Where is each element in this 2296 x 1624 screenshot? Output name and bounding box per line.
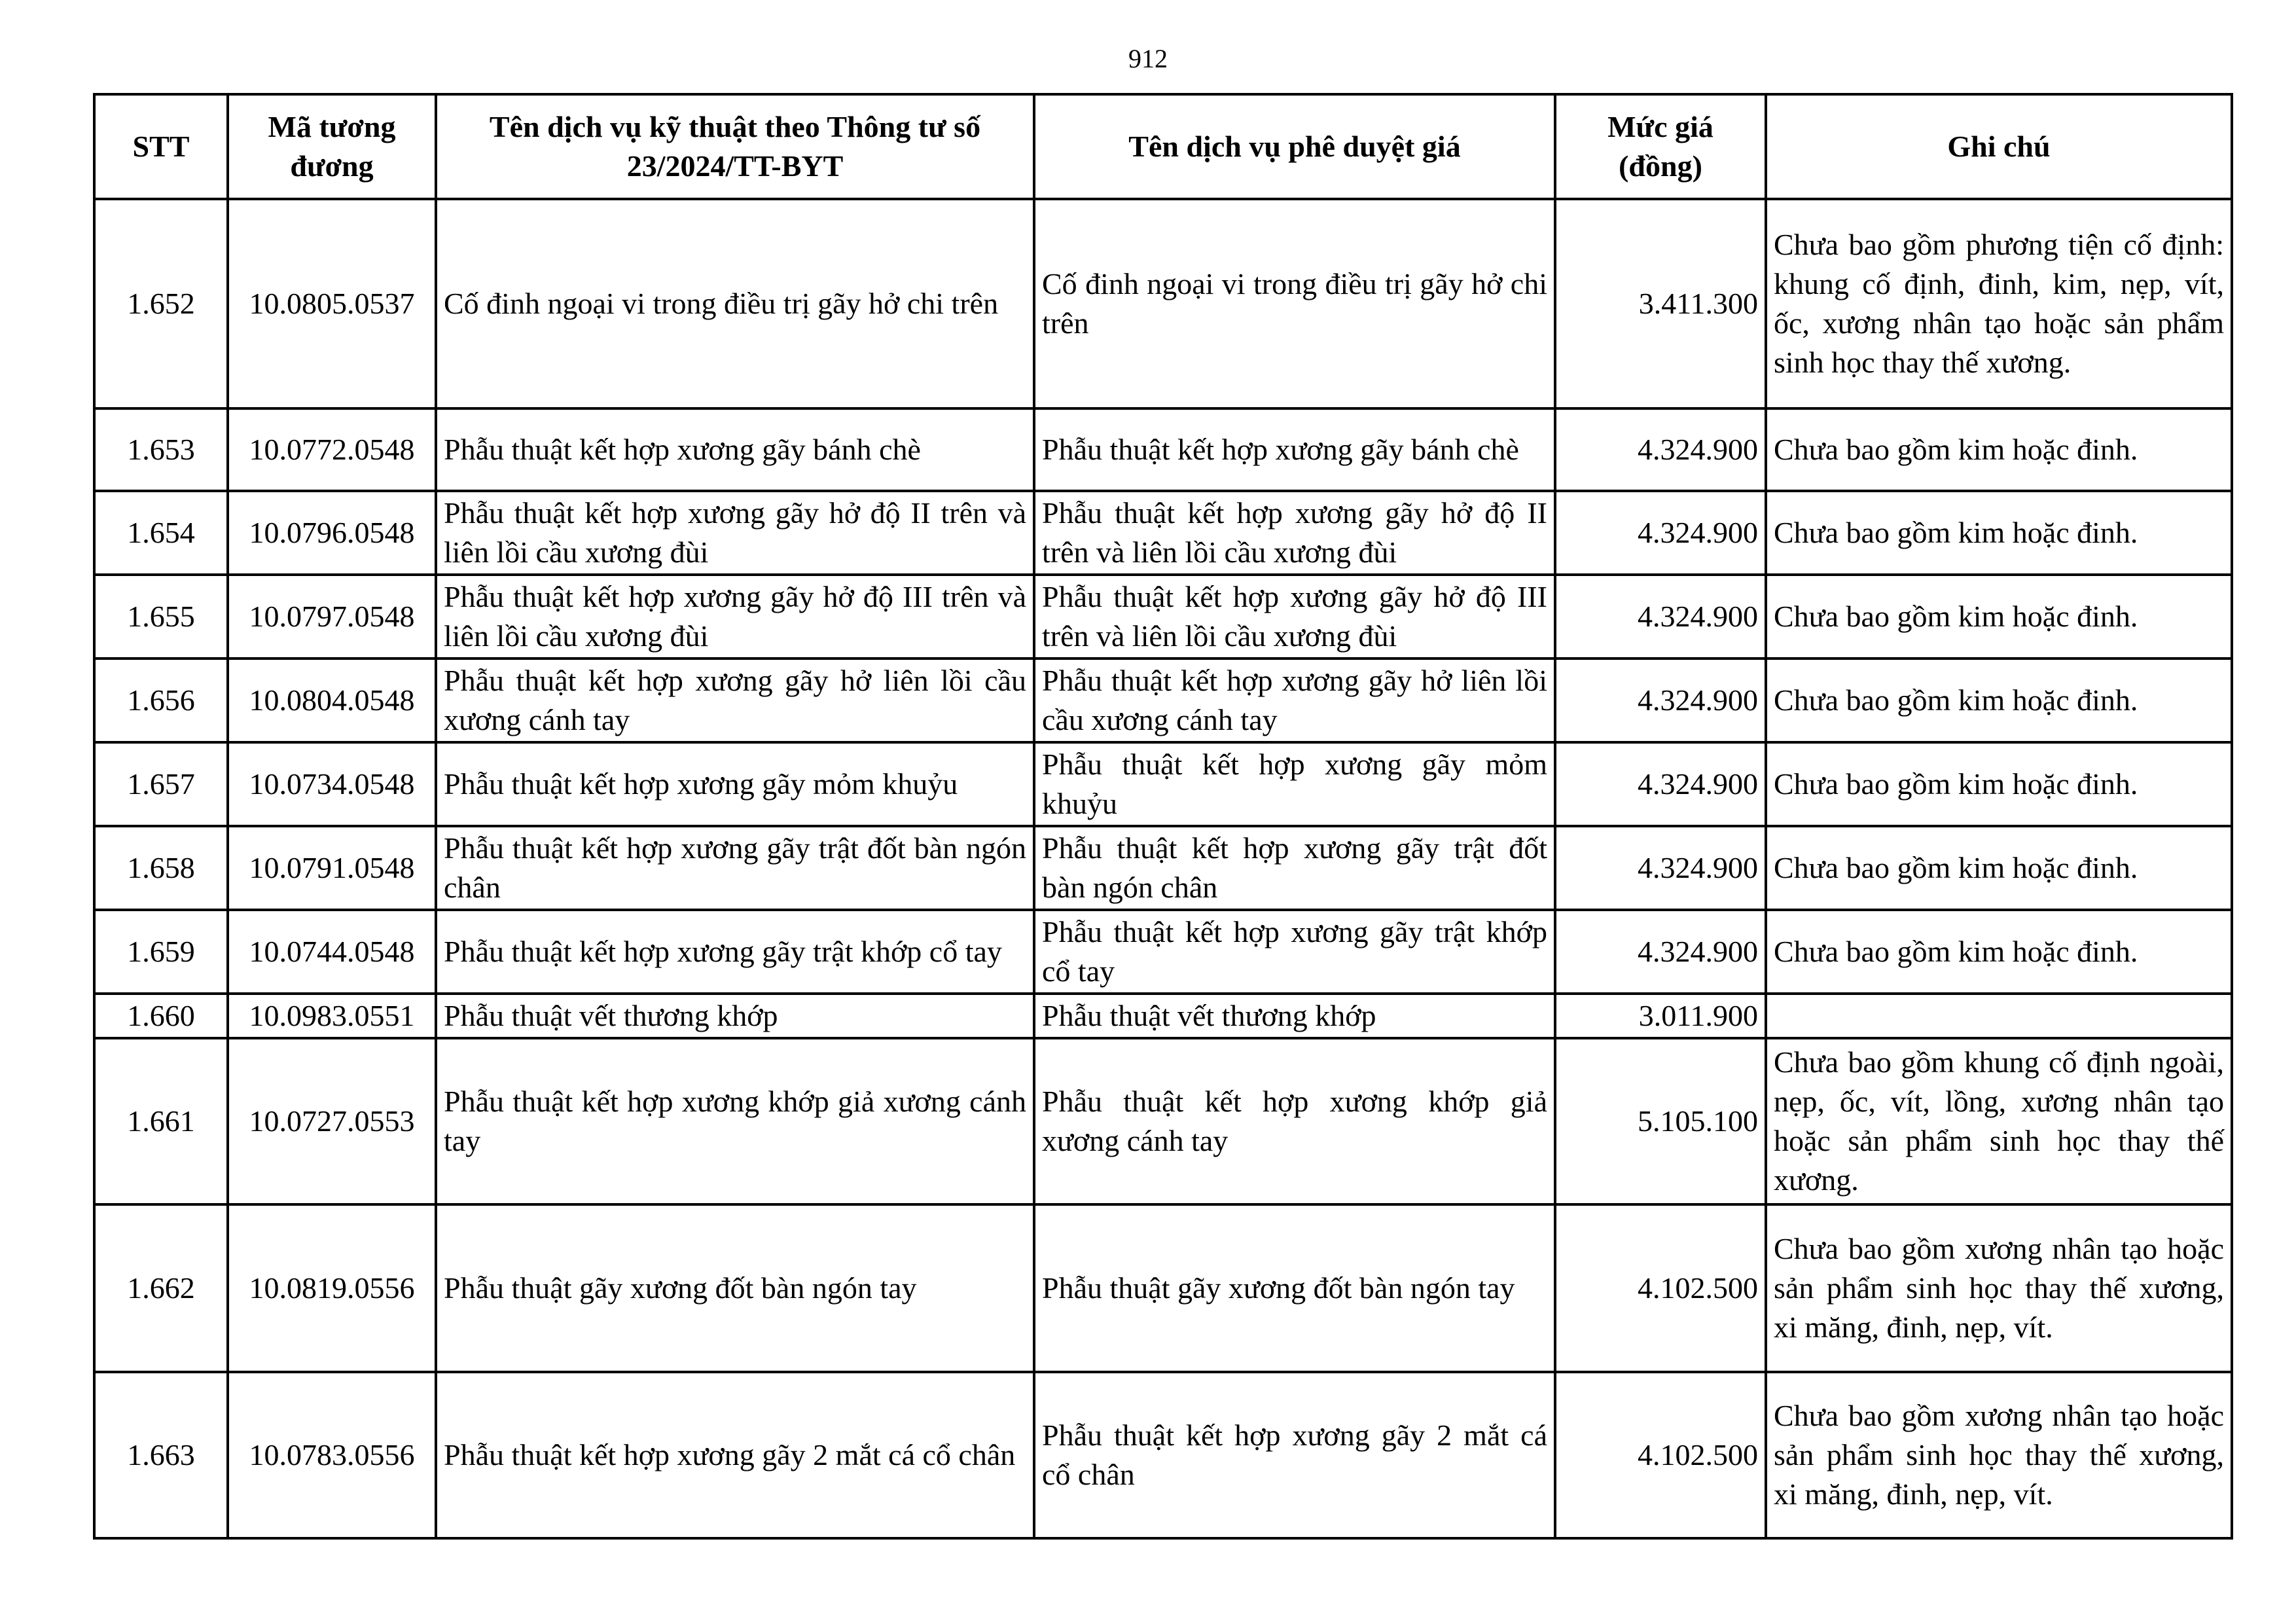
cell-stt: 1.656 (94, 659, 228, 742)
cell-stt: 1.657 (94, 742, 228, 826)
cell-ten-dich-vu: Phẫu thuật kết hợp xương gãy trật đốt bàn ngón chân (436, 826, 1034, 910)
cell-ten-dich-vu: Phẫu thuật kết hợp xương gãy hở độ III trên và liên lồi cầu xương đùi (436, 575, 1034, 659)
table-row (94, 1038, 2232, 1204)
header-ten-phe-duyet: Tên dịch vụ phê duyệt giá (1034, 94, 1555, 199)
cell-muc-gia: 3.411.300 (1555, 199, 1766, 408)
cell-ten-phe-duyet: Phẫu thuật vết thương khớp (1034, 994, 1555, 1038)
cell-ten-phe-duyet: Phẫu thuật kết hợp xương gãy trật đốt bàn ngón chân (1034, 826, 1555, 910)
cell-stt: 1.658 (94, 826, 228, 910)
cell-ten-dich-vu: Phẫu thuật kết hợp xương gãy hở độ II trên và liên lồi cầu xương đùi (436, 491, 1034, 575)
cell-muc-gia: 4.324.900 (1555, 910, 1766, 994)
cell-ma: 10.0727.0553 (228, 1038, 436, 1204)
cell-ma: 10.0797.0548 (228, 575, 436, 659)
table-row (94, 408, 2232, 491)
price-table (93, 93, 2233, 1540)
cell-stt: 1.653 (94, 408, 228, 491)
cell-ghi-chu: Chưa bao gồm phương tiện cố định: khung cố định, đinh, kim, nẹp, vít, ốc, xương nhân tạo hoặc sản phẩm sinh học thay thế xương. (1766, 199, 2232, 408)
cell-ghi-chu: Chưa bao gồm xương nhân tạo hoặc sản phẩm sinh học thay thế xương, xi măng, đinh, nẹp, vít. (1766, 1204, 2232, 1372)
cell-muc-gia: 5.105.100 (1555, 1038, 1766, 1204)
cell-stt: 1.661 (94, 1038, 228, 1204)
header-ma-tuong-duong: Mã tương đương (228, 94, 436, 199)
header-ghi-chu: Ghi chú (1766, 94, 2232, 199)
cell-muc-gia: 4.102.500 (1555, 1372, 1766, 1538)
cell-muc-gia: 4.324.900 (1555, 659, 1766, 742)
cell-ghi-chu: Chưa bao gồm kim hoặc đinh. (1766, 659, 2232, 742)
cell-ten-dich-vu: Phẫu thuật kết hợp xương khớp giả xương cánh tay (436, 1038, 1034, 1204)
cell-ten-phe-duyet: Phẫu thuật kết hợp xương gãy hở độ III trên và liên lồi cầu xương đùi (1034, 575, 1555, 659)
cell-ten-phe-duyet: Phẫu thuật gãy xương đốt bàn ngón tay (1034, 1204, 1555, 1372)
cell-ten-dich-vu: Phẫu thuật kết hợp xương gãy hở liên lồi cầu xương cánh tay (436, 659, 1034, 742)
page-number: 912 (1128, 44, 1168, 73)
cell-ghi-chu: Chưa bao gồm khung cố định ngoài, nẹp, ốc, vít, lồng, xương nhân tạo hoặc sản phẩm sinh học thay thế xương. (1766, 1038, 2232, 1204)
table-row (94, 575, 2232, 659)
cell-muc-gia: 4.324.900 (1555, 491, 1766, 575)
cell-ghi-chu: Chưa bao gồm kim hoặc đinh. (1766, 575, 2232, 659)
cell-muc-gia: 3.011.900 (1555, 994, 1766, 1038)
table-row (94, 659, 2232, 742)
cell-ten-phe-duyet: Phẫu thuật kết hợp xương gãy hở độ II trên và liên lồi cầu xương đùi (1034, 491, 1555, 575)
cell-stt: 1.655 (94, 575, 228, 659)
cell-ten-dich-vu: Phẫu thuật gãy xương đốt bàn ngón tay (436, 1204, 1034, 1372)
cell-muc-gia: 4.102.500 (1555, 1204, 1766, 1372)
cell-ten-dich-vu: Phẫu thuật kết hợp xương gãy mỏm khuỷu (436, 742, 1034, 826)
table-header-row (94, 94, 2232, 199)
cell-ten-phe-duyet: Phẫu thuật kết hợp xương gãy hở liên lồi cầu xương cánh tay (1034, 659, 1555, 742)
cell-ghi-chu: Chưa bao gồm kim hoặc đinh. (1766, 742, 2232, 826)
cell-ma: 10.0983.0551 (228, 994, 436, 1038)
table-row (94, 491, 2232, 575)
table-row (94, 994, 2232, 1038)
cell-ten-phe-duyet: Phẫu thuật kết hợp xương gãy mỏm khuỷu (1034, 742, 1555, 826)
cell-ghi-chu: Chưa bao gồm kim hoặc đinh. (1766, 408, 2232, 491)
cell-ten-dich-vu: Cố đinh ngoại vi trong điều trị gãy hở chi trên (436, 199, 1034, 408)
cell-stt: 1.663 (94, 1372, 228, 1538)
cell-ten-dich-vu: Phẫu thuật kết hợp xương gãy bánh chè (436, 408, 1034, 491)
cell-stt: 1.660 (94, 994, 228, 1038)
cell-ghi-chu (1766, 994, 2232, 1038)
cell-ten-phe-duyet: Phẫu thuật kết hợp xương gãy 2 mắt cá cổ chân (1034, 1372, 1555, 1538)
header-ten-dich-vu: Tên dịch vụ kỹ thuật theo Thông tư số 23/2024/TT-BYT (436, 94, 1034, 199)
cell-stt: 1.654 (94, 491, 228, 575)
cell-ten-phe-duyet: Phẫu thuật kết hợp xương gãy trật khớp cổ tay (1034, 910, 1555, 994)
cell-ma: 10.0772.0548 (228, 408, 436, 491)
cell-ma: 10.0796.0548 (228, 491, 436, 575)
cell-muc-gia: 4.324.900 (1555, 826, 1766, 910)
cell-ten-phe-duyet: Phẫu thuật kết hợp xương gãy bánh chè (1034, 408, 1555, 491)
cell-ghi-chu: Chưa bao gồm kim hoặc đinh. (1766, 491, 2232, 575)
cell-ma: 10.0819.0556 (228, 1204, 436, 1372)
table-row (94, 199, 2232, 408)
table-row (94, 910, 2232, 994)
cell-ma: 10.0783.0556 (228, 1372, 436, 1538)
cell-ma: 10.0744.0548 (228, 910, 436, 994)
cell-muc-gia: 4.324.900 (1555, 408, 1766, 491)
cell-ten-dich-vu: Phẫu thuật kết hợp xương gãy 2 mắt cá cổ chân (436, 1372, 1034, 1538)
table-row (94, 1372, 2232, 1538)
cell-muc-gia: 4.324.900 (1555, 742, 1766, 826)
table-row (94, 826, 2232, 910)
header-muc-gia: Mức giá (đồng) (1555, 94, 1766, 199)
cell-stt: 1.659 (94, 910, 228, 994)
cell-ten-phe-duyet: Cố đinh ngoại vi trong điều trị gãy hở chi trên (1034, 199, 1555, 408)
cell-muc-gia: 4.324.900 (1555, 575, 1766, 659)
header-stt: STT (94, 94, 228, 199)
table-row (94, 742, 2232, 826)
cell-ma: 10.0791.0548 (228, 826, 436, 910)
cell-ghi-chu: Chưa bao gồm kim hoặc đinh. (1766, 826, 2232, 910)
table-row (94, 1204, 2232, 1372)
cell-stt: 1.662 (94, 1204, 228, 1372)
cell-ghi-chu: Chưa bao gồm xương nhân tạo hoặc sản phẩm sinh học thay thế xương, xi măng, đinh, nẹp, vít. (1766, 1372, 2232, 1538)
cell-ma: 10.0805.0537 (228, 199, 436, 408)
cell-stt: 1.652 (94, 199, 228, 408)
cell-ten-dich-vu: Phẫu thuật kết hợp xương gãy trật khớp cổ tay (436, 910, 1034, 994)
cell-ma: 10.0804.0548 (228, 659, 436, 742)
cell-ma: 10.0734.0548 (228, 742, 436, 826)
cell-ten-dich-vu: Phẫu thuật vết thương khớp (436, 994, 1034, 1038)
cell-ten-phe-duyet: Phẫu thuật kết hợp xương khớp giả xương cánh tay (1034, 1038, 1555, 1204)
cell-ghi-chu: Chưa bao gồm kim hoặc đinh. (1766, 910, 2232, 994)
